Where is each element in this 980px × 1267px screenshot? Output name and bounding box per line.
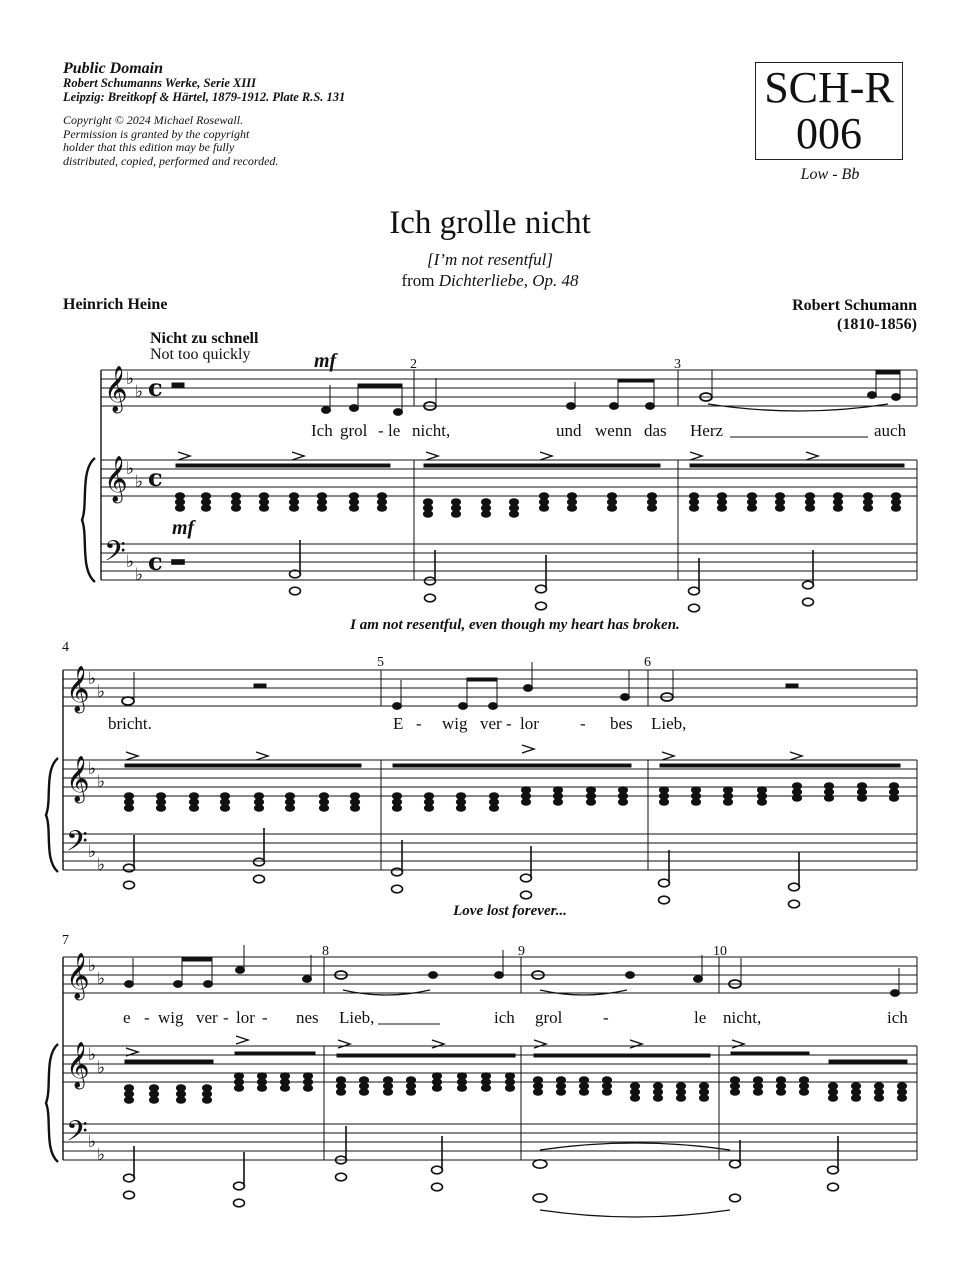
lyric-syllable: lor [236,1008,255,1027]
flat-icon: ♭ [88,1045,97,1065]
measure-number: 2 [410,357,417,372]
flat-icon: ♭ [135,472,144,492]
flat-icon: ♭ [135,565,144,585]
lyric-syllable: E [393,714,404,733]
flat-icon: ♭ [126,552,135,572]
common-time-icon: c [148,463,163,492]
lyric-syllable: auch [874,421,907,440]
lyric-syllable: nes [296,1008,319,1027]
catalog-number: 006 [796,109,862,158]
copyright-line: Permission is granted by the copyright [63,126,250,141]
lyric-syllable: ich [887,1008,908,1027]
lyrics-system-3 [123,1008,908,1027]
lyric-syllable: le [694,1008,707,1027]
system-1-signatures [104,366,163,585]
piano-lh-system-3 [124,1126,839,1217]
measure-number: 10 [713,944,727,959]
tempo-translation: Not too quickly [150,346,251,363]
lyric-syllable: Ich [311,421,333,440]
measure-number: 7 [62,933,69,948]
copyright-line: holder that this edition may be fully [63,140,235,154]
piano-lh-system-1 [172,540,814,612]
dynamic-mf: mf [172,517,195,539]
source-line-2: Leipzig: Breitkopf & Härtel, 1879-1912. Plate R.S. 131 [63,90,346,104]
lyric-syllable: - [603,1008,609,1027]
lyric-syllable: e [123,1008,131,1027]
lyric-syllable: grol [340,421,368,440]
measure-number: 3 [674,357,681,372]
lyric-syllable: ich [494,1008,515,1027]
flat-icon: ♭ [135,382,144,402]
treble-clef-icon: 𝄞 [104,456,128,502]
song-title: Ich grolle nicht [389,205,591,241]
flat-icon: ♭ [97,855,106,875]
measure-number: 9 [518,944,525,959]
lyric-syllable: bes [610,714,633,733]
lyric-syllable: wenn [595,421,632,440]
lyric-syllable: bricht. [108,714,152,733]
composer-name: Robert Schumann [792,297,917,314]
treble-clef-icon: 𝄞 [66,1042,90,1088]
public-domain-label: Public Domain [63,60,164,77]
system-2 [46,670,917,872]
bass-clef-icon: 𝄢 [66,825,88,865]
lyric-syllable: ver [480,714,502,733]
treble-clef-icon: 𝄞 [66,953,90,999]
system-2-signatures [66,666,105,875]
from-word: from [401,271,435,290]
lyric-syllable: wig [158,1008,184,1027]
title-translation: [I’m not resentful] [427,250,553,269]
lyric-syllable: Lieb, [651,714,687,733]
lyrics-system-1 [311,421,907,440]
piano-chords-system-1 [175,452,904,517]
flat-icon: ♭ [97,1058,106,1078]
lyric-syllable: nicht, [723,1008,762,1027]
copyright-line: distributed, copied, performed and recorded. [63,153,279,168]
flat-icon: ♭ [88,759,97,779]
flat-icon: ♭ [88,842,97,862]
poet-name: Heinrich Heine [63,296,168,313]
lyric-syllable: Lieb, [339,1008,375,1027]
common-time-icon: c [148,373,163,402]
tempo-marking: Nicht zu schnell [150,330,259,347]
voice-notes-system-1 [172,370,901,415]
treble-clef-icon: 𝄞 [104,366,128,412]
translation-line-1: I am not resentful, even though my heart has broken. [350,617,680,633]
bass-clef-icon: 𝄢 [104,535,126,575]
lyric-syllable: - [262,1008,268,1027]
lyric-syllable: - [223,1008,229,1027]
flat-icon: ♭ [97,969,106,989]
catalog-code: SCH-R [764,63,894,112]
piano-lh-staff [101,544,917,580]
voice-notes-system-3 [125,945,900,996]
composer-dates: (1810-1856) [837,316,917,333]
flat-icon: ♭ [88,1132,97,1152]
lyric-syllable: Herz [690,421,724,440]
voice-notes-system-2 [122,662,798,709]
flat-icon: ♭ [88,956,97,976]
flat-icon: ♭ [88,669,97,689]
lyrics-system-2 [108,714,686,733]
flat-icon: ♭ [126,369,135,389]
translation-line-2: Love lost forever... [453,903,567,919]
lyric-syllable: le [388,421,401,440]
cycle-name: Dichterliebe, Op. 48 [438,271,579,290]
system-1 [82,370,917,582]
lyric-syllable: - [378,421,384,440]
lyric-syllable: lor [520,714,539,733]
flat-icon: ♭ [97,682,106,702]
lyric-syllable: nicht, [412,421,451,440]
lyric-syllable: und [556,421,582,440]
lyric-syllable: - [144,1008,150,1027]
treble-clef-icon: 𝄞 [66,666,90,712]
voice-key-label: Low - Bb [800,166,860,183]
voice-staff [101,370,917,406]
treble-clef-icon: 𝄞 [66,756,90,802]
measure-number: 8 [322,944,329,959]
lyric-syllable: ver [196,1008,218,1027]
lyric-syllable: - [506,714,512,733]
common-time-icon: c [148,547,163,576]
flat-icon: ♭ [97,772,106,792]
lyric-syllable: - [580,714,586,733]
flat-icon: ♭ [126,459,135,479]
flat-icon: ♭ [97,1145,106,1165]
source-line-1: Robert Schumanns Werke, Serie XIII [63,76,256,90]
measure-number: 4 [62,640,69,655]
piano-lh-system-2 [124,828,800,908]
lyric-syllable: das [644,421,667,440]
lyric-syllable: wig [442,714,468,733]
bass-clef-icon: 𝄢 [66,1115,88,1155]
copyright-line: Copyright © 2024 Michael Rosewall. [63,113,244,127]
lyric-syllable: - [416,714,422,733]
lyric-syllable: grol [535,1008,563,1027]
measure-number: 6 [644,655,651,670]
measure-number: 5 [377,655,384,670]
dynamic-mf: mf [314,350,337,372]
